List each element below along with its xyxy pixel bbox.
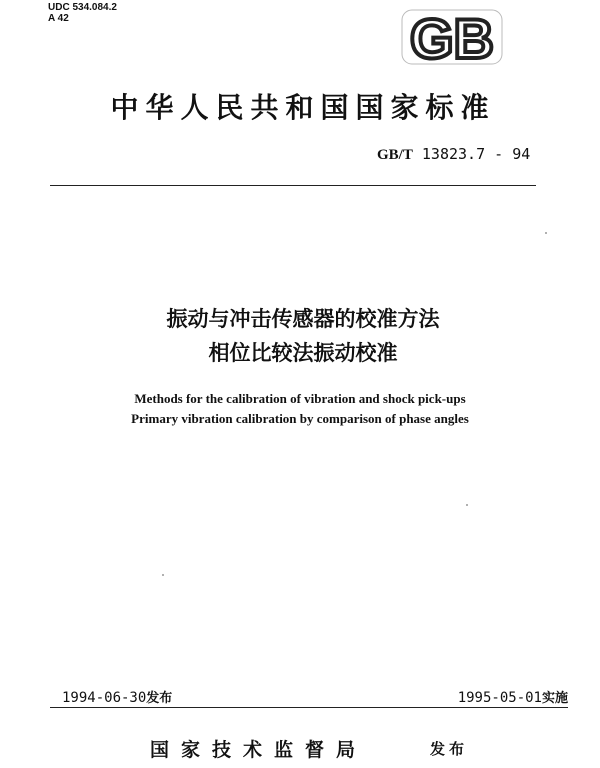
header-divider [50, 185, 536, 186]
udc-block [48, 2, 117, 24]
implement-label: 实施 [541, 691, 568, 706]
publish-label: 发布 [430, 740, 469, 758]
implement-date [458, 687, 568, 706]
chinese-title-line1: 振动与冲击传感器的校准方法 [166, 307, 440, 331]
scan-speck [466, 504, 468, 506]
issuing-organization: 中华人民共和国国家标准 [110, 91, 496, 124]
chinese-title [0, 302, 600, 370]
issue-date-value: 1994-06-30 [62, 690, 147, 706]
chinese-title-line2: 相位比较法振动校准 [208, 341, 398, 365]
english-title-line2: Primary vibration calibration by comparison of phase angles [131, 411, 469, 426]
standard-number-value: 13823.7 - 94 [421, 145, 531, 163]
footer-divider [50, 707, 568, 708]
english-title [0, 389, 600, 429]
scan-speck [162, 574, 164, 576]
issue-label: 发布 [146, 691, 173, 706]
publisher-name: 国家技术监督局 [150, 739, 368, 761]
standard-number-prefix: GB/T [377, 147, 413, 163]
scan-speck [545, 232, 547, 234]
standard-number [377, 145, 530, 164]
gb-logo [400, 8, 504, 66]
issue-date [62, 687, 172, 706]
class-code: A 42 [48, 13, 69, 24]
english-title-line1: Methods for the calibration of vibration and shock pick-ups [134, 391, 466, 406]
gb-logo-text: GB [410, 8, 494, 66]
udc-code: UDC 534.084.2 [48, 2, 117, 13]
implement-date-value: 1995-05-01 [457, 690, 542, 706]
